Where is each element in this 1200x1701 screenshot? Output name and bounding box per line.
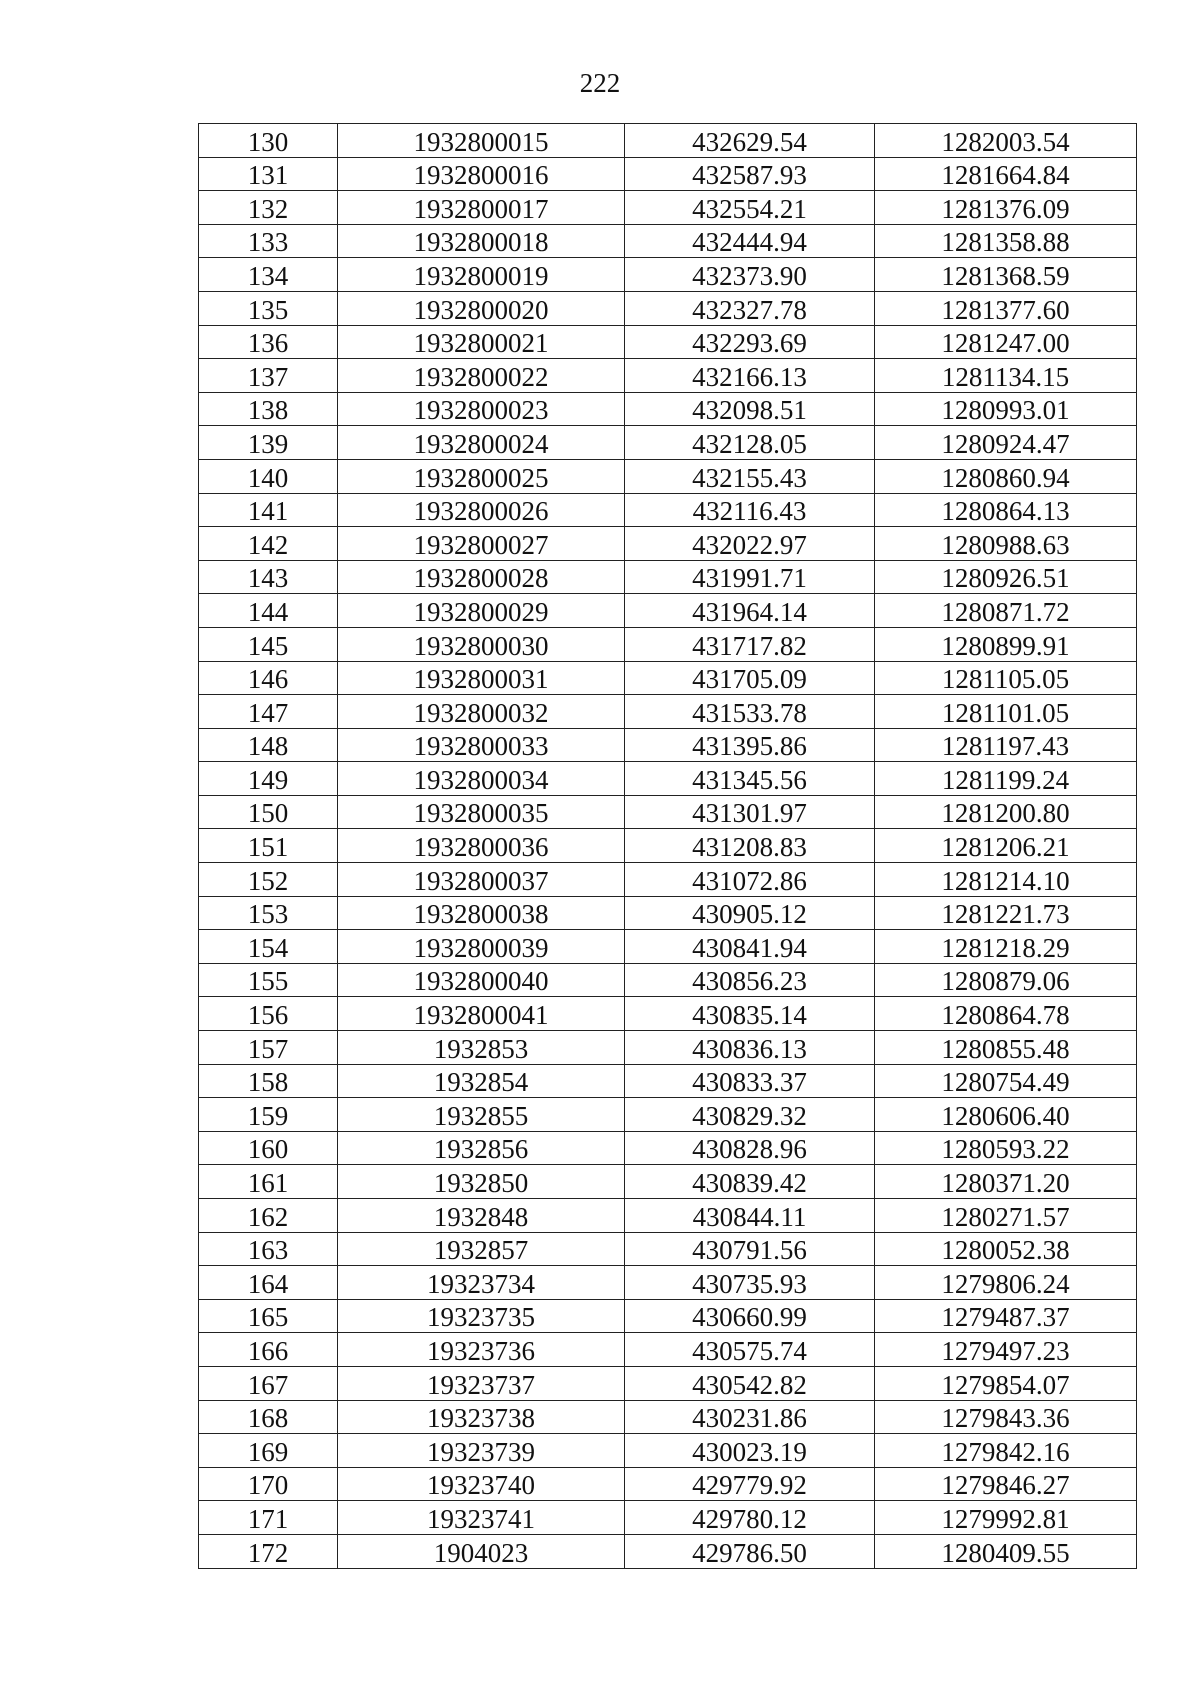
point-number-cell: 150: [199, 795, 338, 829]
y-coordinate-cell: 1280871.72: [875, 594, 1137, 628]
point-number-cell: 170: [199, 1467, 338, 1501]
point-id-cell: 1932800021: [338, 325, 625, 359]
y-coordinate-cell: 1281376.09: [875, 191, 1137, 225]
y-coordinate-cell: 1279846.27: [875, 1467, 1137, 1501]
point-id-cell: 1932800039: [338, 930, 625, 964]
x-coordinate-cell: 431208.83: [625, 829, 875, 863]
y-coordinate-cell: 1281134.15: [875, 359, 1137, 393]
x-coordinate-cell: 431964.14: [625, 594, 875, 628]
table-row: [199, 325, 1137, 359]
table-row: [199, 560, 1137, 594]
table-row: [199, 1165, 1137, 1199]
table-row: [199, 829, 1137, 863]
y-coordinate-cell: 1280988.63: [875, 527, 1137, 561]
table-row: [199, 930, 1137, 964]
x-coordinate-cell: 432587.93: [625, 157, 875, 191]
point-number-cell: 145: [199, 627, 338, 661]
table-row: [199, 392, 1137, 426]
table-row: [199, 1366, 1137, 1400]
point-number-cell: 136: [199, 325, 338, 359]
point-number-cell: 143: [199, 560, 338, 594]
point-id-cell: 19323735: [338, 1299, 625, 1333]
x-coordinate-cell: 431717.82: [625, 627, 875, 661]
point-number-cell: 163: [199, 1232, 338, 1266]
point-number-cell: 168: [199, 1400, 338, 1434]
x-coordinate-cell: 430836.13: [625, 1031, 875, 1065]
table-row: [199, 459, 1137, 493]
point-id-cell: 1932857: [338, 1232, 625, 1266]
point-id-cell: 1932853: [338, 1031, 625, 1065]
y-coordinate-cell: 1279842.16: [875, 1434, 1137, 1468]
y-coordinate-cell: 1280864.78: [875, 997, 1137, 1031]
y-coordinate-cell: 1281200.80: [875, 795, 1137, 829]
x-coordinate-cell: 431991.71: [625, 560, 875, 594]
point-number-cell: 167: [199, 1366, 338, 1400]
table-row: [199, 997, 1137, 1031]
x-coordinate-cell: 429786.50: [625, 1534, 875, 1568]
point-id-cell: 1932800016: [338, 157, 625, 191]
y-coordinate-cell: 1280855.48: [875, 1031, 1137, 1065]
x-coordinate-cell: 432155.43: [625, 459, 875, 493]
y-coordinate-cell: 1280606.40: [875, 1098, 1137, 1132]
point-id-cell: 1932800035: [338, 795, 625, 829]
point-id-cell: 1932800018: [338, 224, 625, 258]
point-id-cell: 1932800038: [338, 896, 625, 930]
y-coordinate-cell: 1281214.10: [875, 863, 1137, 897]
point-id-cell: 19323738: [338, 1400, 625, 1434]
point-number-cell: 148: [199, 728, 338, 762]
table-row: [199, 124, 1137, 158]
point-number-cell: 161: [199, 1165, 338, 1199]
table-row: [199, 191, 1137, 225]
point-id-cell: 1932800033: [338, 728, 625, 762]
x-coordinate-cell: 430575.74: [625, 1333, 875, 1367]
point-number-cell: 130: [199, 124, 338, 158]
point-id-cell: 1932800037: [338, 863, 625, 897]
table-row: [199, 527, 1137, 561]
point-number-cell: 142: [199, 527, 338, 561]
point-id-cell: 19323741: [338, 1501, 625, 1535]
point-id-cell: 1932854: [338, 1064, 625, 1098]
x-coordinate-cell: 430844.11: [625, 1199, 875, 1233]
y-coordinate-cell: 1281105.05: [875, 661, 1137, 695]
point-id-cell: 1932800030: [338, 627, 625, 661]
x-coordinate-cell: 431301.97: [625, 795, 875, 829]
point-id-cell: 19323739: [338, 1434, 625, 1468]
y-coordinate-cell: 1279843.36: [875, 1400, 1137, 1434]
y-coordinate-cell: 1279854.07: [875, 1366, 1137, 1400]
x-coordinate-cell: 430735.93: [625, 1266, 875, 1300]
x-coordinate-cell: 430828.96: [625, 1131, 875, 1165]
point-number-cell: 158: [199, 1064, 338, 1098]
x-coordinate-cell: 432098.51: [625, 392, 875, 426]
point-id-cell: 1932800036: [338, 829, 625, 863]
point-number-cell: 138: [199, 392, 338, 426]
table-row: [199, 896, 1137, 930]
point-id-cell: 1932800032: [338, 695, 625, 729]
point-id-cell: 1932800024: [338, 426, 625, 460]
point-id-cell: 1932800040: [338, 963, 625, 997]
y-coordinate-cell: 1281197.43: [875, 728, 1137, 762]
y-coordinate-cell: 1281368.59: [875, 258, 1137, 292]
point-number-cell: 133: [199, 224, 338, 258]
point-number-cell: 169: [199, 1434, 338, 1468]
table-row: [199, 1400, 1137, 1434]
table-row: [199, 1199, 1137, 1233]
table-row: [199, 963, 1137, 997]
table-row: [199, 291, 1137, 325]
point-id-cell: 1932800020: [338, 291, 625, 325]
point-id-cell: 1932800028: [338, 560, 625, 594]
table-row: [199, 1064, 1137, 1098]
x-coordinate-cell: 431345.56: [625, 762, 875, 796]
table-row: [199, 493, 1137, 527]
x-coordinate-cell: 432293.69: [625, 325, 875, 359]
point-number-cell: 159: [199, 1098, 338, 1132]
point-id-cell: 1932800027: [338, 527, 625, 561]
point-number-cell: 160: [199, 1131, 338, 1165]
y-coordinate-cell: 1280879.06: [875, 963, 1137, 997]
point-number-cell: 134: [199, 258, 338, 292]
point-id-cell: 1932800017: [338, 191, 625, 225]
point-id-cell: 1932800026: [338, 493, 625, 527]
x-coordinate-cell: 430839.42: [625, 1165, 875, 1199]
y-coordinate-cell: 1281206.21: [875, 829, 1137, 863]
x-coordinate-cell: 431072.86: [625, 863, 875, 897]
table-row: [199, 1232, 1137, 1266]
y-coordinate-cell: 1281377.60: [875, 291, 1137, 325]
table-row: [199, 426, 1137, 460]
point-id-cell: 1932856: [338, 1131, 625, 1165]
x-coordinate-cell: 431533.78: [625, 695, 875, 729]
point-number-cell: 152: [199, 863, 338, 897]
page-number: 222: [579, 68, 621, 98]
x-coordinate-cell: 429780.12: [625, 1501, 875, 1535]
point-number-cell: 154: [199, 930, 338, 964]
point-number-cell: 139: [199, 426, 338, 460]
x-coordinate-cell: 432629.54: [625, 124, 875, 158]
coordinates-table: [198, 123, 1137, 1569]
point-id-cell: 1932800031: [338, 661, 625, 695]
y-coordinate-cell: 1280899.91: [875, 627, 1137, 661]
point-number-cell: 140: [199, 459, 338, 493]
y-coordinate-cell: 1279806.24: [875, 1266, 1137, 1300]
point-number-cell: 155: [199, 963, 338, 997]
table-row: [199, 728, 1137, 762]
x-coordinate-cell: 430905.12: [625, 896, 875, 930]
x-coordinate-cell: 432554.21: [625, 191, 875, 225]
x-coordinate-cell: 430833.37: [625, 1064, 875, 1098]
point-number-cell: 165: [199, 1299, 338, 1333]
point-id-cell: 1904023: [338, 1534, 625, 1568]
point-id-cell: 1932800019: [338, 258, 625, 292]
point-number-cell: 164: [199, 1266, 338, 1300]
y-coordinate-cell: 1280864.13: [875, 493, 1137, 527]
y-coordinate-cell: 1281101.05: [875, 695, 1137, 729]
y-coordinate-cell: 1279497.23: [875, 1333, 1137, 1367]
table-row: [199, 1501, 1137, 1535]
point-number-cell: 131: [199, 157, 338, 191]
table-row: [199, 1098, 1137, 1132]
y-coordinate-cell: 1279992.81: [875, 1501, 1137, 1535]
y-coordinate-cell: 1280926.51: [875, 560, 1137, 594]
y-coordinate-cell: 1280593.22: [875, 1131, 1137, 1165]
x-coordinate-cell: 431705.09: [625, 661, 875, 695]
point-id-cell: 1932800034: [338, 762, 625, 796]
table-row: [199, 795, 1137, 829]
y-coordinate-cell: 1281664.84: [875, 157, 1137, 191]
table-row: [199, 863, 1137, 897]
point-number-cell: 157: [199, 1031, 338, 1065]
y-coordinate-cell: 1280993.01: [875, 392, 1137, 426]
y-coordinate-cell: 1280924.47: [875, 426, 1137, 460]
point-number-cell: 146: [199, 661, 338, 695]
table-row: [199, 157, 1137, 191]
table-row: [199, 594, 1137, 628]
y-coordinate-cell: 1281358.88: [875, 224, 1137, 258]
x-coordinate-cell: 430835.14: [625, 997, 875, 1031]
point-id-cell: 19323736: [338, 1333, 625, 1367]
point-id-cell: 1932850: [338, 1165, 625, 1199]
x-coordinate-cell: 430542.82: [625, 1366, 875, 1400]
x-coordinate-cell: 432373.90: [625, 258, 875, 292]
x-coordinate-cell: 429779.92: [625, 1467, 875, 1501]
y-coordinate-cell: 1282003.54: [875, 124, 1137, 158]
table-row: [199, 1031, 1137, 1065]
x-coordinate-cell: 430231.86: [625, 1400, 875, 1434]
y-coordinate-cell: 1281199.24: [875, 762, 1137, 796]
y-coordinate-cell: 1279487.37: [875, 1299, 1137, 1333]
point-number-cell: 132: [199, 191, 338, 225]
point-id-cell: 19323734: [338, 1266, 625, 1300]
x-coordinate-cell: 432444.94: [625, 224, 875, 258]
x-coordinate-cell: 430856.23: [625, 963, 875, 997]
point-id-cell: 1932800041: [338, 997, 625, 1031]
table-row: [199, 1467, 1137, 1501]
table-row: [199, 627, 1137, 661]
y-coordinate-cell: 1280409.55: [875, 1534, 1137, 1568]
table-body: [199, 124, 1137, 1569]
table-row: [199, 1534, 1137, 1568]
point-id-cell: 1932855: [338, 1098, 625, 1132]
y-coordinate-cell: 1280271.57: [875, 1199, 1137, 1233]
point-number-cell: 147: [199, 695, 338, 729]
point-number-cell: 149: [199, 762, 338, 796]
x-coordinate-cell: 430660.99: [625, 1299, 875, 1333]
point-id-cell: 1932800022: [338, 359, 625, 393]
point-number-cell: 166: [199, 1333, 338, 1367]
x-coordinate-cell: 432022.97: [625, 527, 875, 561]
table-row: [199, 258, 1137, 292]
point-id-cell: 1932800029: [338, 594, 625, 628]
x-coordinate-cell: 432327.78: [625, 291, 875, 325]
table-row: [199, 1333, 1137, 1367]
y-coordinate-cell: 1281218.29: [875, 930, 1137, 964]
y-coordinate-cell: 1280052.38: [875, 1232, 1137, 1266]
x-coordinate-cell: 432116.43: [625, 493, 875, 527]
x-coordinate-cell: 432166.13: [625, 359, 875, 393]
point-number-cell: 141: [199, 493, 338, 527]
x-coordinate-cell: 430791.56: [625, 1232, 875, 1266]
y-coordinate-cell: 1281247.00: [875, 325, 1137, 359]
point-id-cell: 1932800015: [338, 124, 625, 158]
y-coordinate-cell: 1281221.73: [875, 896, 1137, 930]
point-id-cell: 1932848: [338, 1199, 625, 1233]
x-coordinate-cell: 430829.32: [625, 1098, 875, 1132]
table-row: [199, 224, 1137, 258]
y-coordinate-cell: 1280754.49: [875, 1064, 1137, 1098]
x-coordinate-cell: 431395.86: [625, 728, 875, 762]
point-id-cell: 19323740: [338, 1467, 625, 1501]
x-coordinate-cell: 430023.19: [625, 1434, 875, 1468]
point-number-cell: 151: [199, 829, 338, 863]
table-row: [199, 695, 1137, 729]
point-number-cell: 162: [199, 1199, 338, 1233]
table-row: [199, 359, 1137, 393]
y-coordinate-cell: 1280371.20: [875, 1165, 1137, 1199]
point-number-cell: 144: [199, 594, 338, 628]
point-number-cell: 153: [199, 896, 338, 930]
point-number-cell: 156: [199, 997, 338, 1031]
x-coordinate-cell: 430841.94: [625, 930, 875, 964]
point-id-cell: 19323737: [338, 1366, 625, 1400]
point-number-cell: 135: [199, 291, 338, 325]
x-coordinate-cell: 432128.05: [625, 426, 875, 460]
table-row: [199, 1266, 1137, 1300]
point-number-cell: 172: [199, 1534, 338, 1568]
y-coordinate-cell: 1280860.94: [875, 459, 1137, 493]
table-row: [199, 1299, 1137, 1333]
point-id-cell: 1932800023: [338, 392, 625, 426]
table-row: [199, 1434, 1137, 1468]
table-row: [199, 762, 1137, 796]
point-number-cell: 171: [199, 1501, 338, 1535]
table-row: [199, 661, 1137, 695]
point-id-cell: 1932800025: [338, 459, 625, 493]
table-row: [199, 1131, 1137, 1165]
point-number-cell: 137: [199, 359, 338, 393]
